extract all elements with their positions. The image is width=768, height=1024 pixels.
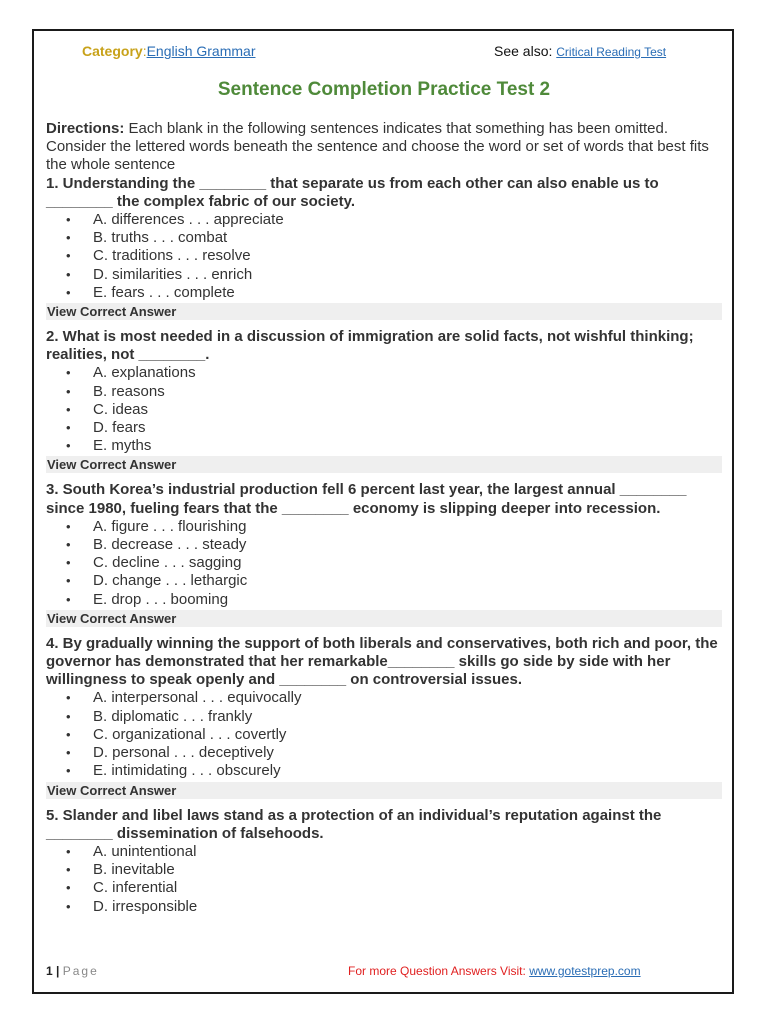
category-colon: : xyxy=(142,43,147,59)
option-item: • E. drop . . . booming xyxy=(66,591,722,609)
option-item: • C. decline . . . sagging xyxy=(66,554,722,572)
view-correct-answer-button[interactable]: View Correct Answer xyxy=(46,303,722,320)
header xyxy=(82,43,692,63)
see-also-label: See also: xyxy=(494,43,557,59)
option-list xyxy=(46,518,722,609)
option-item: • D. change . . . lethargic xyxy=(66,572,722,590)
view-correct-answer-button[interactable]: View Correct Answer xyxy=(46,456,722,473)
directions-label: Directions: xyxy=(46,120,125,137)
question-block xyxy=(46,807,722,916)
directions-text: Each blank in the following sentences indicates that something has been omitted. Consider the lettered words beneath the sentence and choose the word or set of words that best fits the whole sentence xyxy=(46,120,709,174)
content xyxy=(46,120,722,916)
question-text: 4. By gradually winning the support of both liberals and conservatives, both rich and poor, the governor has demonstrated that her remarkable________ skills go side by side with her willingness to speak openly and ________ on controversial issues. xyxy=(46,634,718,689)
question-block xyxy=(46,635,722,799)
option-item: • D. personal . . . deceptively xyxy=(66,744,722,762)
option-item: • D. similarities . . . enrich xyxy=(66,266,722,284)
option-item: • B. decrease . . . steady xyxy=(66,536,722,554)
option-list xyxy=(46,843,722,916)
page-title: Sentence Completion Practice Test 2 xyxy=(217,79,551,100)
question-list xyxy=(46,175,722,916)
option-item: • D. fears xyxy=(66,419,722,437)
option-item: • A. explanations xyxy=(66,364,722,382)
option-item: • E. myths xyxy=(66,437,722,455)
option-item: • A. interpersonal . . . equivocally xyxy=(66,689,722,707)
option-item: • E. intimidating . . . obscurely xyxy=(66,762,722,780)
option-item: • C. traditions . . . resolve xyxy=(66,247,722,265)
option-list xyxy=(46,689,722,780)
option-item: • D. irresponsible xyxy=(66,898,722,916)
footer xyxy=(46,964,686,978)
option-list xyxy=(46,364,722,455)
directions xyxy=(46,120,722,175)
question-block xyxy=(46,481,722,626)
option-item: • B. truths . . . combat xyxy=(66,229,722,247)
category-label: Category xyxy=(82,43,143,59)
question-text: 5. Slander and libel laws stand as a protection of an individual’s reputation against the ________ dissemination of falsehoods. xyxy=(46,806,662,842)
question-text: 1. Understanding the ________ that separate us from each other can also enable us to ________ the complex fabric of our society. xyxy=(46,174,659,210)
category-link[interactable]: English Grammar xyxy=(146,43,256,59)
page-word: Page xyxy=(62,964,99,978)
see-also xyxy=(494,43,666,59)
option-item: • B. reasons xyxy=(66,383,722,401)
question-block xyxy=(46,328,722,473)
option-item: • A. differences . . . appreciate xyxy=(66,211,722,229)
option-item: • B. diplomatic . . . frankly xyxy=(66,708,722,726)
option-list xyxy=(46,211,722,302)
question-text: 3. South Korea’s industrial production fell 6 percent last year, the largest annual ________ since 1980, fueling fears that the ________ economy is slipping deeper into recession. xyxy=(46,481,687,517)
see-also-link[interactable]: Critical Reading Test xyxy=(556,45,667,59)
option-item: • E. fears . . . complete xyxy=(66,284,722,302)
page-separator: | xyxy=(52,964,63,978)
option-item: • A. unintentional xyxy=(66,843,722,861)
option-item: • A. figure . . . flourishing xyxy=(66,518,722,536)
option-item: • C. organizational . . . covertly xyxy=(66,726,722,744)
question-block xyxy=(46,175,722,320)
view-correct-answer-button[interactable]: View Correct Answer xyxy=(46,610,722,627)
option-item: • C. ideas xyxy=(66,401,722,419)
view-correct-answer-button[interactable]: View Correct Answer xyxy=(46,782,722,799)
page-number: 1 xyxy=(46,964,53,978)
question-text: 2. What is most needed in a discussion of immigration are solid facts, not wishful thinking; realities, not ________. xyxy=(46,328,694,364)
option-item: • B. inevitable xyxy=(66,861,722,879)
more-label: For more Question Answers Visit: xyxy=(348,964,530,978)
option-item: • C. inferential xyxy=(66,879,722,897)
more-link[interactable]: www.gotestprep.com xyxy=(529,964,641,978)
more-questions xyxy=(348,964,641,978)
